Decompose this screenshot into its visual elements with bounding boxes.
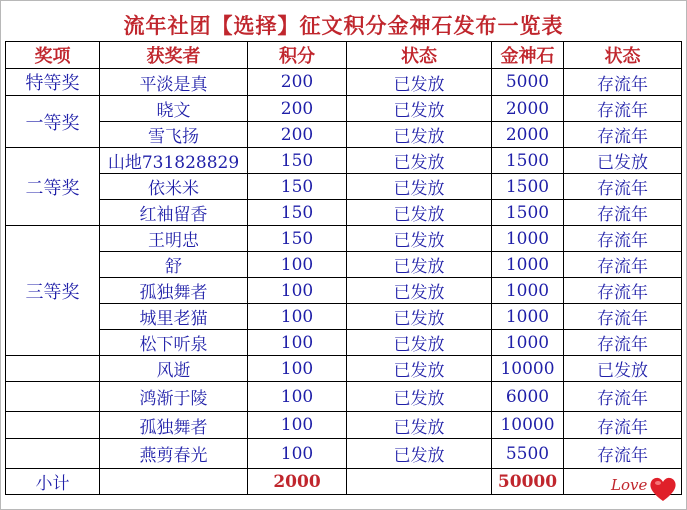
- subtotal-label: 小计: [6, 469, 100, 495]
- stone-status-cell: 存流年: [564, 439, 682, 469]
- stone-status-cell: 已发放: [564, 148, 682, 174]
- stone-status-cell: 已发放: [564, 356, 682, 382]
- winner-cell: 松下听泉: [100, 330, 248, 356]
- points-cell: 100: [248, 412, 347, 439]
- header-winner: 获奖者: [100, 42, 248, 69]
- winner-cell: 山地731828829: [100, 148, 248, 174]
- points-cell: 100: [248, 382, 347, 412]
- award-cell: [6, 382, 100, 412]
- header-row: [6, 42, 682, 69]
- stone-status-cell: 存流年: [564, 304, 682, 330]
- stone-status-cell: 存流年: [564, 252, 682, 278]
- points-cell: 200: [248, 96, 347, 122]
- stones-cell: 10000: [492, 412, 564, 439]
- table-row: [6, 200, 682, 226]
- winner-cell: 雪飞扬: [100, 122, 248, 148]
- table-row: [6, 174, 682, 200]
- stones-cell: 5000: [492, 69, 564, 96]
- points-cell: 100: [248, 278, 347, 304]
- stones-cell: 1500: [492, 174, 564, 200]
- table-body: [6, 69, 682, 495]
- winner-cell: 依米米: [100, 174, 248, 200]
- winner-cell: 风逝: [100, 356, 248, 382]
- winner-cell: 燕剪春光: [100, 439, 248, 469]
- points-cell: 150: [248, 174, 347, 200]
- table-row: [6, 122, 682, 148]
- winner-cell: 平淡是真: [100, 69, 248, 96]
- award-cell: 特等奖: [6, 69, 100, 96]
- header-status: 状态: [347, 42, 492, 69]
- header-points: 积分: [248, 42, 347, 69]
- stone-status-cell: 存流年: [564, 200, 682, 226]
- stone-status-cell: 存流年: [564, 96, 682, 122]
- stones-cell: 1000: [492, 330, 564, 356]
- subtotal-row: [6, 469, 682, 495]
- points-cell: 100: [248, 330, 347, 356]
- table-row: [6, 226, 682, 252]
- stone-status-cell: 存流年: [564, 330, 682, 356]
- award-cell: 二等奖: [6, 148, 100, 226]
- header-stones: 金神石: [492, 42, 564, 69]
- stones-cell: 10000: [492, 356, 564, 382]
- status-cell: 已发放: [347, 226, 492, 252]
- stones-cell: 1500: [492, 148, 564, 174]
- stones-cell: 1000: [492, 304, 564, 330]
- stones-cell: 1000: [492, 252, 564, 278]
- award-cell: [6, 356, 100, 382]
- award-cell: 三等奖: [6, 226, 100, 356]
- stones-cell: 1000: [492, 278, 564, 304]
- points-cell: 200: [248, 122, 347, 148]
- table-row: [6, 96, 682, 122]
- subtotal-empty: [347, 469, 492, 495]
- status-cell: 已发放: [347, 174, 492, 200]
- points-cell: 100: [248, 304, 347, 330]
- table-row: [6, 382, 682, 412]
- header-stone-status: 状态: [564, 42, 682, 69]
- subtotal-stones: 50000: [492, 469, 564, 495]
- points-cell: 100: [248, 356, 347, 382]
- status-cell: 已发放: [347, 278, 492, 304]
- winner-cell: 鸿渐于陵: [100, 382, 248, 412]
- status-cell: 已发放: [347, 252, 492, 278]
- stones-cell: 1000: [492, 226, 564, 252]
- points-cell: 100: [248, 439, 347, 469]
- award-cell: [6, 439, 100, 469]
- stone-status-cell: 存流年: [564, 69, 682, 96]
- points-cell: 150: [248, 200, 347, 226]
- header-award: 奖项: [6, 42, 100, 69]
- stone-status-cell: 存流年: [564, 412, 682, 439]
- winner-cell: 孤独舞者: [100, 412, 248, 439]
- heart-icon: [648, 474, 678, 504]
- table-row: [6, 330, 682, 356]
- stones-cell: 2000: [492, 96, 564, 122]
- winner-cell: 晓文: [100, 96, 248, 122]
- table-row: [6, 252, 682, 278]
- status-cell: 已发放: [347, 200, 492, 226]
- stones-cell: 2000: [492, 122, 564, 148]
- table-row: [6, 412, 682, 439]
- status-cell: 已发放: [347, 412, 492, 439]
- stone-status-cell: 存流年: [564, 122, 682, 148]
- stones-cell: 6000: [492, 382, 564, 412]
- stone-status-cell: 存流年: [564, 382, 682, 412]
- status-cell: 已发放: [347, 304, 492, 330]
- winner-cell: 红袖留香: [100, 200, 248, 226]
- stones-cell: 5500: [492, 439, 564, 469]
- status-cell: 已发放: [347, 382, 492, 412]
- award-cell: [6, 412, 100, 439]
- winner-cell: 王明忠: [100, 226, 248, 252]
- page-title: 流年社团【选择】征文积分金神石发布一览表: [123, 13, 564, 38]
- award-cell: 一等奖: [6, 96, 100, 148]
- subtotal-empty: [100, 469, 248, 495]
- award-table: [5, 41, 682, 495]
- table-row: [6, 69, 682, 96]
- winner-cell: 孤独舞者: [100, 278, 248, 304]
- points-cell: 150: [248, 148, 347, 174]
- status-cell: 已发放: [347, 148, 492, 174]
- status-cell: 已发放: [347, 439, 492, 469]
- stones-cell: 1500: [492, 200, 564, 226]
- winner-cell: 城里老猫: [100, 304, 248, 330]
- status-cell: 已发放: [347, 356, 492, 382]
- points-cell: 200: [248, 69, 347, 96]
- status-cell: 已发放: [347, 69, 492, 96]
- stone-status-cell: 存流年: [564, 226, 682, 252]
- table-row: [6, 278, 682, 304]
- table-row: [6, 304, 682, 330]
- status-cell: 已发放: [347, 330, 492, 356]
- status-cell: 已发放: [347, 122, 492, 148]
- points-cell: 100: [248, 252, 347, 278]
- table-row: [6, 356, 682, 382]
- winner-cell: 舒: [100, 252, 248, 278]
- table-row: [6, 148, 682, 174]
- stone-status-cell: 存流年: [564, 278, 682, 304]
- stone-status-cell: 存流年: [564, 174, 682, 200]
- subtotal-points: 2000: [248, 469, 347, 495]
- table-row: [6, 439, 682, 469]
- status-cell: 已发放: [347, 96, 492, 122]
- points-cell: 150: [248, 226, 347, 252]
- love-text: Love: [611, 476, 648, 494]
